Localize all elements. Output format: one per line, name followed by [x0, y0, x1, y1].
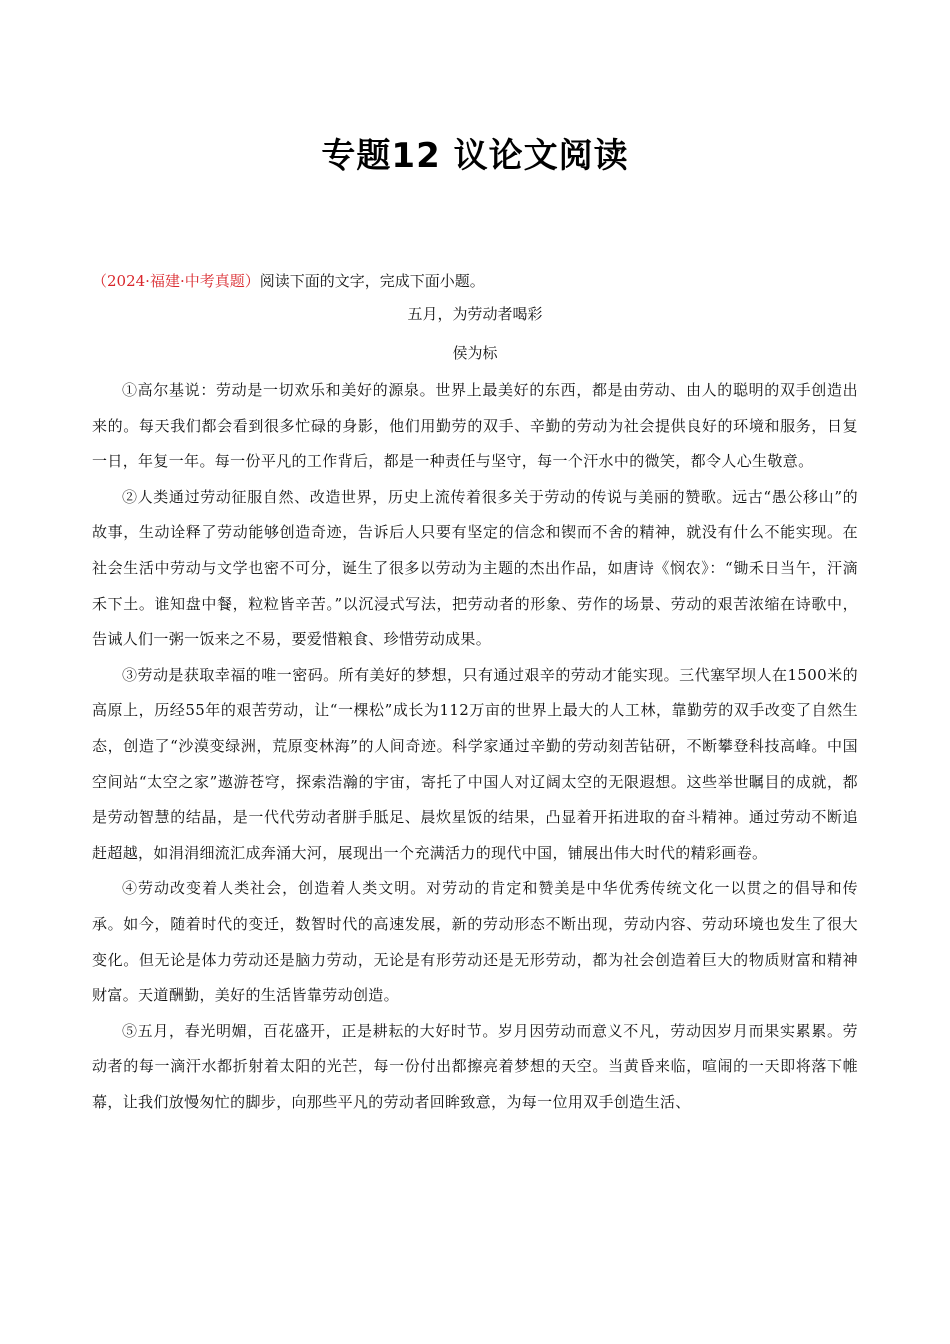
- exam-source-tag: （2024·福建·中考真题）: [92, 272, 260, 290]
- article-title: 五月，为劳动者喝彩: [407, 305, 543, 323]
- article-author: 侯为标: [452, 344, 498, 362]
- page-title: 专题12 议论文阅读: [321, 136, 629, 176]
- paragraph-2: ②人类通过劳动征服自然、改造世界，历史上流传着很多关于劳动的传说与美丽的赞歌。远古“愚公移山”的故事，生动诠释了劳动能够创造奇迹，告诉后人只要有坚定的信念和锲而不舍的精神，就没有什么不能实现。在社会生活中劳动与文学也密不可分，诞生了很多以劳动为主题的杰出作品，如唐诗《悯农》：“锄禾日当午，汗滴禾下土。谁知盘中餐，粒粒皆辛苦。”以沉浸式写法，把劳动者的形象、劳作的场景、劳动的艰苦浓缩在诗歌中，告诫人们一粥一饭来之不易，要爱惜粮食、珍惜劳动成果。: [92, 487, 858, 649]
- paragraph-3: ③劳动是获取幸福的唯一密码。所有美好的梦想，只有通过艰辛的劳动才能实现。三代塞罕坝人在1500米的高原上，历经55年的艰苦劳动，让“一棵松”成长为112万亩的世界上最大的人工林，靠勤劳的双手改变了自然生态，创造了“沙漠变绿洲，荒原变林海”的人间奇迹。科学家通过辛勤的劳动刻苦钻研，不断攀登科技高峰。中国空间站“太空之家”遨游苍穹，探索浩瀚的宇宙，寄托了中国人对辽阔太空的无限遐想。这些举世瞩目的成就，都是劳动智慧的结晶，是一代代劳动者胼手胝足、晨炊星饭的结果，凸显着开拓进取的奋斗精神。通过劳动不断追赶超越，如涓涓细流汇成奔涌大河，展现出一个充满活力的现代中国，铺展出伟大时代的精彩画卷。: [92, 665, 858, 862]
- paragraph-4: ④劳动改变着人类社会，创造着人类文明。对劳动的肯定和赞美是中华优秀传统文化一以贯之的倡导和传承。如今，随着时代的变迁，数智时代的高速发展，新的劳动形态不断出现，劳动内容、劳动环境也发生了很大变化。但无论是体力劳动还是脑力劳动，无论是有形劳动还是无形劳动，都为社会创造着巨大的物质财富和精神财富。天道酬勤，美好的生活皆靠劳动创造。: [92, 879, 858, 1005]
- paragraph-1: ①高尔基说：劳动是一切欢乐和美好的源泉。世界上最美好的东西，都是由劳动、由人的聪明的双手创造出来的。每天我们都会看到很多忙碌的身影，他们用勤劳的双手、辛勤的劳动为社会提供良好的环境和服务，日复一日，年复一年。每一份平凡的工作背后，都是一种责任与坚守，每一个汗水中的微笑，都令人心生敬意。: [92, 381, 858, 471]
- article-body: [92, 373, 858, 1120]
- paragraph-5: ⑤五月，春光明媚，百花盛开，正是耕耘的大好时节。岁月因劳动而意义不凡，劳动因岁月而果实累累。劳动者的每一滴汗水都折射着太阳的光芒，每一份付出都擦亮着梦想的天空。当黄昏来临，喧闹的一天即将落下帷幕，让我们放慢匆忙的脚步，向那些平凡的劳动者回眸致意，为每一位用双手创造生活、: [92, 1021, 858, 1111]
- question-source-line: [92, 270, 872, 292]
- instruction-text: 阅读下面的文字，完成下面小题。: [259, 272, 485, 290]
